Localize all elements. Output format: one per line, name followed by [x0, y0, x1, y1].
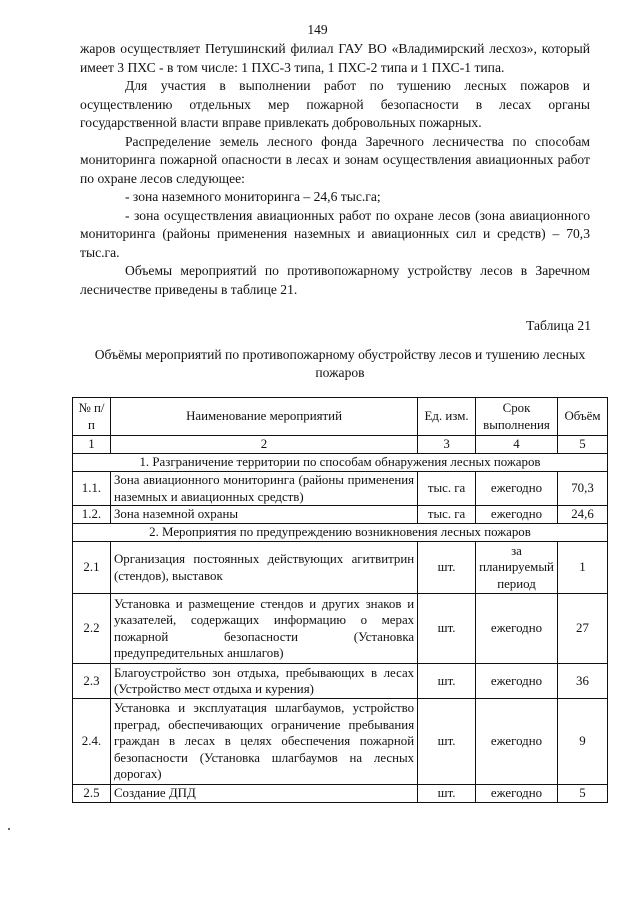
unit: шт. [418, 699, 476, 785]
volume: 1 [557, 542, 607, 594]
section-heading: 2. Мероприятия по предупреждению возникновения лесных пожаров [73, 524, 608, 542]
paragraph: Объемы мероприятий по противопожарному устройству лесов в Заречном лесничестве приведены в таблице 21. [80, 263, 590, 297]
term: за планируемый период [476, 542, 558, 594]
term: ежегодно [476, 472, 558, 506]
section-heading: 1. Разграничение территории по способам обнаружения лесных пожаров [73, 454, 608, 472]
header-cell: Объём [557, 398, 607, 436]
unit: тыс. га [418, 472, 476, 506]
volume: 27 [557, 594, 607, 664]
column-number: 5 [557, 436, 607, 454]
row-number: 1.2. [73, 506, 111, 524]
measure-name: Организация постоянных действующих агитвитрин (стендов), выставок [110, 542, 417, 594]
row-number: 2.3 [73, 664, 111, 699]
term: ежегодно [476, 594, 558, 664]
measures-table [72, 397, 608, 803]
column-number: 2 [110, 436, 417, 454]
table-row [73, 506, 608, 524]
section-row [73, 524, 608, 542]
section-row [73, 454, 608, 472]
header-cell: Срок выполнения [476, 398, 558, 436]
table-row [73, 594, 608, 664]
unit: шт. [418, 594, 476, 664]
measure-name: Благоустройство зон отдыха, пребывающих в лесах (Устройство мест отдыха и курения) [110, 664, 417, 699]
table-title: Объёмы мероприятий по противопожарному обустройству лесов и тушению лесных пожаров [94, 347, 586, 380]
paragraph: жаров осуществляет Петушинский филиал ГАУ ВО «Владимирский лесхоз», который имеет 3 ПХС - в том числе: 1 ПХС-3 типа, 1 ПХС-2 типа и 1 ПХС-1 типа. [80, 41, 590, 75]
column-number: 3 [418, 436, 476, 454]
measure-name: Установка и эксплуатация шлагбаумов, устройство преград, обеспечивающих ограничение пребывания граждан в лесах в целях обеспечения пожарной безопасности (Установка шлагбаумов на лесных дорогах) [110, 699, 417, 785]
measure-name: Зона авиационного мониторинга (районы применения наземных и авиационных средств) [110, 472, 417, 506]
scan-speck [8, 828, 10, 830]
paragraph: Для участия в выполнении работ по тушению лесных пожаров и осуществлению отдельных мер пожарной безопасности в лесах органы государственной власти вправе привлекать добровольных пожарных. [80, 78, 590, 130]
measure-name: Зона наземной охраны [110, 506, 417, 524]
term: ежегодно [476, 699, 558, 785]
volume: 24,6 [557, 506, 607, 524]
column-number: 4 [476, 436, 558, 454]
volume: 36 [557, 664, 607, 699]
unit: шт. [418, 785, 476, 803]
row-number: 2.2 [73, 594, 111, 664]
paragraph: Распределение земель лесного фонда Заречного лесничества по способам мониторинга пожарной опасности в лесах и зонам осуществления авиационных работ по охране лесов следующее: [80, 133, 590, 186]
term: ежегодно [476, 785, 558, 803]
row-number: 2.1 [73, 542, 111, 594]
table-header-row [73, 398, 608, 436]
row-number: 2.4. [73, 699, 111, 785]
row-number: 2.5 [73, 785, 111, 803]
volume: 9 [557, 699, 607, 785]
table-row [73, 472, 608, 506]
header-cell: Ед. изм. [418, 398, 476, 436]
unit: шт. [418, 542, 476, 594]
column-number: 1 [73, 436, 111, 454]
list-item: - зона наземного мониторинга – 24,6 тыс.га; [125, 189, 381, 204]
table-label: Таблица 21 [526, 318, 591, 333]
unit: шт. [418, 664, 476, 699]
table-row [73, 699, 608, 785]
term: ежегодно [476, 506, 558, 524]
table-row [73, 542, 608, 594]
unit: тыс. га [418, 506, 476, 524]
column-number-row [73, 436, 608, 454]
header-cell: № п/п [73, 398, 111, 436]
list-item: - зона осуществления авиационных работ по охране лесов (зона авиационного мониторинга (районы применения наземных и авиационных сил и средств) – 70,3 тыс.га. [80, 207, 590, 260]
row-number: 1.1. [73, 472, 111, 506]
header-cell: Наименование мероприятий [110, 398, 417, 436]
body-text [80, 40, 590, 299]
measure-name: Установка и размещение стендов и других знаков и указателей, содержащих информацию о мерах пожарной безопасности (Установка предупредительных аншлагов) [110, 594, 417, 664]
volume: 5 [557, 785, 607, 803]
volume: 70,3 [557, 472, 607, 506]
table-row [73, 785, 608, 803]
term: ежегодно [476, 664, 558, 699]
measure-name: Создание ДПД [110, 785, 417, 803]
page-number: 149 [307, 22, 328, 37]
table-row [73, 664, 608, 699]
